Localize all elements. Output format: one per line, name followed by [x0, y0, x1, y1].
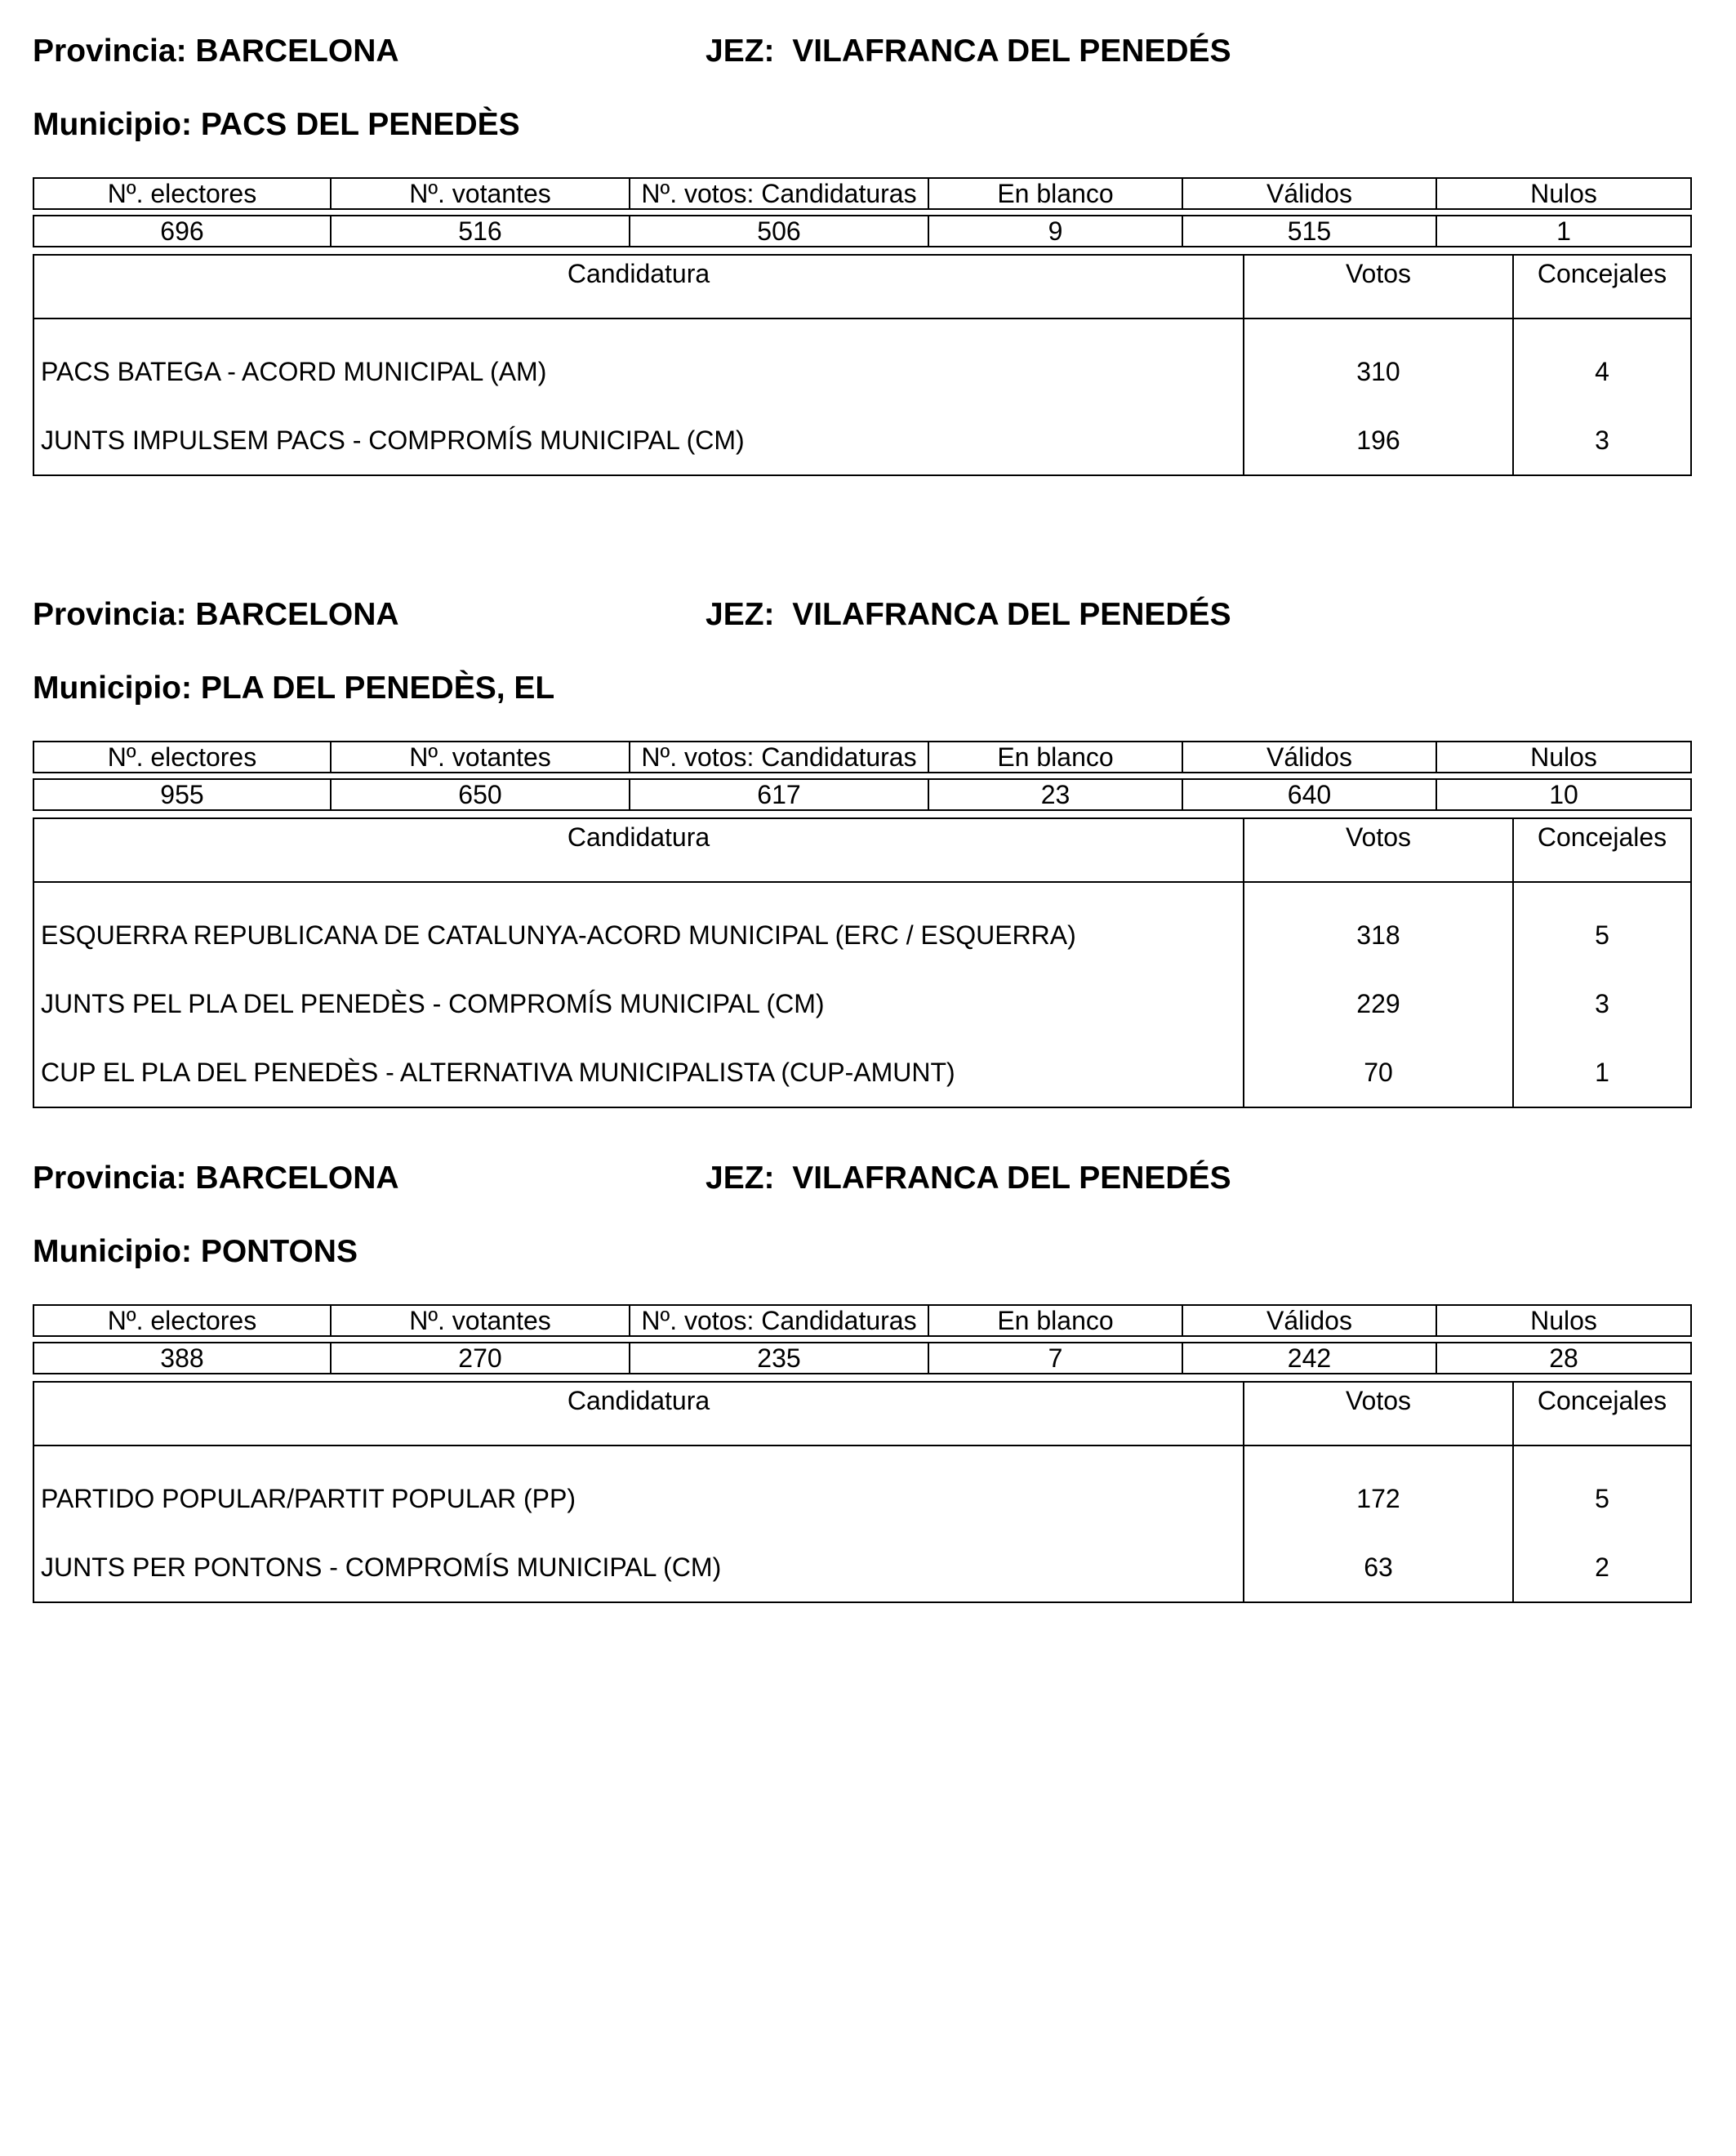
candidatura-name: JUNTS PER PONTONS - COMPROMÍS MUNICIPAL (CM) — [33, 1533, 1244, 1602]
municipio-value: PONTONS — [200, 1234, 358, 1269]
provincia-value: BARCELONA — [195, 1160, 399, 1196]
jez-value: VILAFRANCA DEL PENEDÉS — [792, 597, 1231, 632]
stats-header-row — [33, 1305, 1691, 1336]
candidatura-votos: 196 — [1244, 406, 1513, 475]
candidatura-votos: 172 — [1244, 1446, 1513, 1533]
jez-line — [706, 596, 1231, 634]
provincia-line — [33, 33, 399, 70]
municipio-label: Municipio: — [33, 670, 192, 706]
municipio-line — [33, 106, 520, 144]
stats-header-cell: Válidos — [1182, 1305, 1436, 1336]
provincia-label: Provincia: — [33, 597, 187, 632]
candidaturas-header-cell: Candidatura — [33, 255, 1244, 318]
jez-line — [706, 33, 1231, 70]
candidatura-votos: 63 — [1244, 1533, 1513, 1602]
candidatura-concejales: 2 — [1513, 1533, 1691, 1602]
candidatura-concejales: 1 — [1513, 1038, 1691, 1107]
candidaturas-table — [33, 817, 1692, 1108]
candidaturas-header-row — [33, 818, 1691, 882]
stats-header-cell: Nº. votos: Candidaturas — [630, 742, 928, 773]
stats-header-cell: Nulos — [1436, 1305, 1691, 1336]
candidaturas-header-cell: Votos — [1244, 1382, 1513, 1446]
candidatura-row — [33, 1038, 1691, 1107]
stats-value-cell: 28 — [1436, 1343, 1691, 1374]
jez-label: JEZ: — [706, 33, 775, 69]
municipio-value: PLA DEL PENEDÈS, EL — [200, 670, 555, 706]
provincia-line — [33, 596, 399, 634]
stats-header-cell: Nº. votantes — [331, 1305, 630, 1336]
provincia-value: BARCELONA — [195, 597, 399, 632]
candidaturas-table — [33, 1381, 1692, 1603]
jez-label: JEZ: — [706, 597, 775, 632]
provincia-value: BARCELONA — [195, 33, 399, 69]
municipio-label: Municipio: — [33, 107, 192, 142]
candidatura-votos: 310 — [1244, 318, 1513, 406]
stats-value-cell: 235 — [630, 1343, 928, 1374]
stats-header-cell: Válidos — [1182, 742, 1436, 773]
stats-value-cell: 515 — [1182, 216, 1436, 247]
candidaturas-header-cell: Concejales — [1513, 1382, 1691, 1446]
candidatura-concejales: 4 — [1513, 318, 1691, 406]
provincia-line — [33, 1160, 399, 1197]
stats-header-cell: Nº. votos: Candidaturas — [630, 1305, 928, 1336]
municipio-line — [33, 670, 554, 707]
stats-header-cell: En blanco — [928, 178, 1182, 209]
stats-value-cell: 506 — [630, 216, 928, 247]
stats-value-cell: 23 — [928, 779, 1182, 810]
stats-value-row — [33, 1343, 1691, 1374]
stats-value-cell: 9 — [928, 216, 1182, 247]
jez-label: JEZ: — [706, 1160, 775, 1196]
stats-header-row — [33, 178, 1691, 209]
candidatura-votos: 70 — [1244, 1038, 1513, 1107]
stats-header-cell: Nº. votantes — [331, 742, 630, 773]
stats-value-cell: 955 — [33, 779, 331, 810]
stats-value-cell: 640 — [1182, 779, 1436, 810]
candidatura-row — [33, 1446, 1691, 1533]
candidatura-votos: 229 — [1244, 969, 1513, 1038]
candidaturas-table — [33, 254, 1692, 476]
stats-header-cell: Nº. electores — [33, 1305, 331, 1336]
stats-value-cell: 650 — [331, 779, 630, 810]
stats-value-cell: 617 — [630, 779, 928, 810]
candidatura-name: PARTIDO POPULAR/PARTIT POPULAR (PP) — [33, 1446, 1244, 1533]
stats-header-cell: En blanco — [928, 1305, 1182, 1336]
candidaturas-header-row — [33, 1382, 1691, 1446]
candidatura-concejales: 3 — [1513, 969, 1691, 1038]
jez-line — [706, 1160, 1231, 1197]
candidatura-name: PACS BATEGA - ACORD MUNICIPAL (AM) — [33, 318, 1244, 406]
stats-header-cell: Nº. electores — [33, 178, 331, 209]
stats-value-row — [33, 216, 1691, 247]
stats-header-cell: Nulos — [1436, 178, 1691, 209]
candidatura-row — [33, 969, 1691, 1038]
stats-value-cell: 696 — [33, 216, 331, 247]
provincia-label: Provincia: — [33, 1160, 187, 1196]
stats-value-cell: 7 — [928, 1343, 1182, 1374]
provincia-label: Provincia: — [33, 33, 187, 69]
stats-table — [33, 177, 1692, 247]
stats-header-cell: En blanco — [928, 742, 1182, 773]
candidatura-row — [33, 882, 1691, 969]
municipio-value: PACS DEL PENEDÈS — [200, 107, 520, 142]
candidatura-name: JUNTS PEL PLA DEL PENEDÈS - COMPROMÍS MUNICIPAL (CM) — [33, 969, 1244, 1038]
candidaturas-header-cell: Concejales — [1513, 818, 1691, 882]
candidaturas-header-cell: Votos — [1244, 818, 1513, 882]
stats-value-row — [33, 779, 1691, 810]
stats-value-cell: 242 — [1182, 1343, 1436, 1374]
stats-value-cell: 10 — [1436, 779, 1691, 810]
candidatura-concejales: 5 — [1513, 1446, 1691, 1533]
candidatura-votos: 318 — [1244, 882, 1513, 969]
candidatura-row — [33, 1533, 1691, 1602]
stats-header-cell: Nº. electores — [33, 742, 331, 773]
candidaturas-header-cell: Votos — [1244, 255, 1513, 318]
municipio-line — [33, 1233, 358, 1271]
candidatura-concejales: 3 — [1513, 406, 1691, 475]
stats-value-cell: 388 — [33, 1343, 331, 1374]
candidatura-row — [33, 318, 1691, 406]
candidatura-concejales: 5 — [1513, 882, 1691, 969]
stats-header-cell: Nº. votantes — [331, 178, 630, 209]
candidatura-row — [33, 406, 1691, 475]
municipio-label: Municipio: — [33, 1234, 192, 1269]
candidaturas-header-cell: Candidatura — [33, 818, 1244, 882]
stats-header-cell: Nº. votos: Candidaturas — [630, 178, 928, 209]
candidaturas-header-cell: Candidatura — [33, 1382, 1244, 1446]
stats-value-cell: 270 — [331, 1343, 630, 1374]
candidaturas-header-cell: Concejales — [1513, 255, 1691, 318]
jez-value: VILAFRANCA DEL PENEDÉS — [792, 33, 1231, 69]
stats-value-cell: 1 — [1436, 216, 1691, 247]
jez-value: VILAFRANCA DEL PENEDÉS — [792, 1160, 1231, 1196]
stats-header-cell: Válidos — [1182, 178, 1436, 209]
candidatura-name: JUNTS IMPULSEM PACS - COMPROMÍS MUNICIPAL (CM) — [33, 406, 1244, 475]
stats-header-row — [33, 742, 1691, 773]
candidatura-name: ESQUERRA REPUBLICANA DE CATALUNYA-ACORD MUNICIPAL (ERC / ESQUERRA) — [33, 882, 1244, 969]
candidatura-name: CUP EL PLA DEL PENEDÈS - ALTERNATIVA MUNICIPALISTA (CUP-AMUNT) — [33, 1038, 1244, 1107]
stats-value-cell: 516 — [331, 216, 630, 247]
candidaturas-header-row — [33, 255, 1691, 318]
stats-table — [33, 741, 1692, 811]
stats-table — [33, 1304, 1692, 1374]
stats-header-cell: Nulos — [1436, 742, 1691, 773]
